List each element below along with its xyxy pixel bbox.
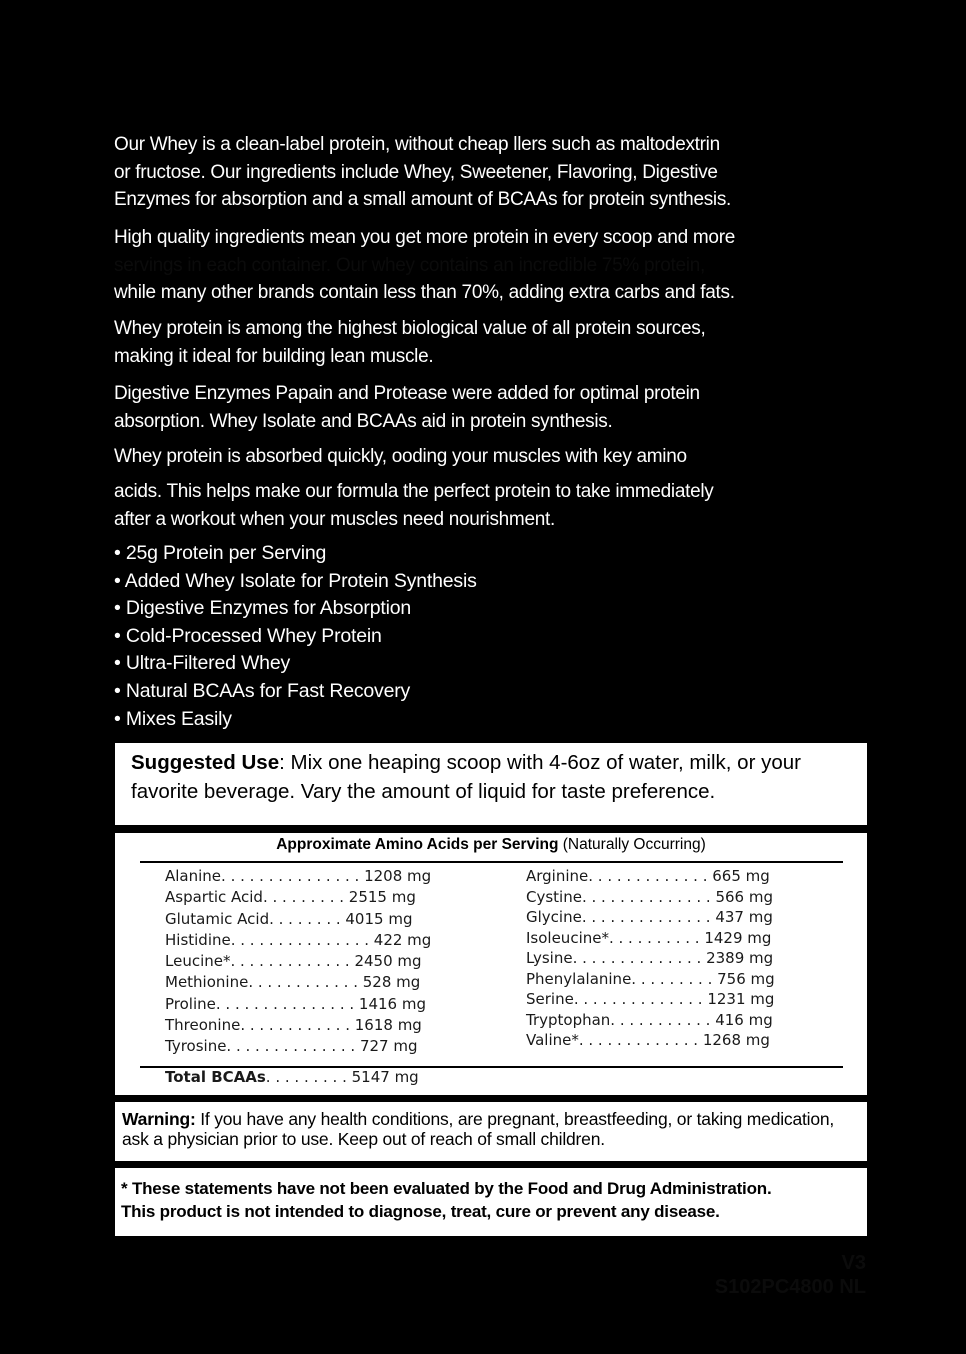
amino-table-title: [115, 836, 867, 854]
amino-row: Methionine. . . . . . . . . . . . 528 mg: [165, 973, 421, 992]
amino-title-note: (Naturally Occurring): [562, 836, 706, 853]
feature-item: • Cold-Processed Whey Protein: [114, 623, 477, 651]
total-bcaas-value: . . . . . . . . . 5147 mg: [265, 1068, 419, 1086]
intro-paragraph-4: [114, 380, 874, 435]
version-code: V3: [841, 1252, 866, 1274]
intro-paragraph-1: [114, 131, 874, 214]
feature-list: [114, 540, 477, 733]
warning-text: If you have any health conditions, are pregnant, breastfeeding, or taking medication, ask a physician prior to use. Keep out of reach of small children.: [122, 1109, 835, 1149]
amino-row: Leucine*. . . . . . . . . . . . . 2450 mg: [165, 952, 422, 971]
intro-line: High quality ingredients mean you get more protein in every scoop and more: [114, 227, 735, 248]
feature-item: • Added Whey Isolate for Protein Synthesis: [114, 568, 477, 596]
amino-row: Tryptophan. . . . . . . . . . . 416 mg: [526, 1010, 773, 1029]
amino-row: Histidine. . . . . . . . . . . . . . . 422 mg: [165, 930, 432, 949]
warning-box: [115, 1102, 867, 1161]
amino-title-bold: Approximate Amino Acids per Serving: [276, 836, 559, 853]
top-divider: [140, 861, 843, 863]
amino-row: Serine. . . . . . . . . . . . . . 1231 mg: [526, 990, 775, 1008]
feature-item: • Digestive Enzymes for Absorption: [114, 595, 477, 623]
amino-row: Tyrosine. . . . . . . . . . . . . . 727 mg: [165, 1037, 418, 1056]
suggested-use-label: Suggested Use: [131, 751, 280, 774]
intro-line: Enzymes for absorption and a small amount of BCAAs for protein synthesis.: [114, 189, 732, 210]
amino-row: Glutamic Acid. . . . . . . . 4015 mg: [165, 909, 413, 928]
amino-row: Glycine. . . . . . . . . . . . . . 437 mg: [526, 908, 773, 926]
total-bcaas-label: Total BCAAs: [165, 1068, 266, 1086]
feature-item: • Natural BCAAs for Fast Recovery: [114, 678, 477, 706]
intro-line: Our Whey is a clean-label protein, without cheap llers such as maltodextrin: [114, 134, 720, 155]
intro-paragraph-3: [114, 315, 874, 370]
intro-line: acids. This helps make our formula the perfect protein to take immediately: [114, 481, 714, 502]
feature-item: • Mixes Easily: [114, 706, 477, 734]
fda-disclaimer-box: [115, 1168, 867, 1236]
intro-line-hidden: servings in each container. Our whey contains an incredible 75% protein,: [114, 254, 705, 276]
intro-line: Whey protein is among the highest biological value of all protein sources,: [114, 318, 706, 339]
product-code: S102PC4800 NL: [714, 1276, 866, 1298]
amino-acid-table: [115, 833, 867, 1095]
intro-line: absorption. Whey Isolate and BCAAs aid in protein synthesis.: [114, 410, 613, 432]
intro-line: after a workout when your muscles need nourishment.: [114, 508, 555, 530]
intro-line: Digestive Enzymes Papain and Protease were added for optimal protein: [114, 383, 700, 404]
amino-row: Isoleucine*. . . . . . . . . . 1429 mg: [526, 928, 772, 947]
amino-row: Alanine. . . . . . . . . . . . . . . 1208 mg: [165, 867, 432, 885]
feature-item: • Ultra-Filtered Whey: [114, 650, 477, 678]
amino-row: Threonine. . . . . . . . . . . . 1618 mg: [165, 1016, 422, 1035]
intro-paragraph-5: [114, 443, 874, 471]
amino-row: Aspartic Acid. . . . . . . . . 2515 mg: [165, 888, 416, 907]
amino-row: Proline. . . . . . . . . . . . . . . 1416 mg: [165, 994, 426, 1013]
intro-paragraph-6: [114, 478, 874, 533]
fda-line-2: This product is not intended to diagnose, treat, cure or prevent any disease.: [121, 1202, 720, 1221]
intro-line: or fructose. Our ingredients include Whey, Sweetener, Flavoring, Digestive: [114, 161, 718, 183]
amino-column-right: [526, 866, 775, 1051]
suggested-use-box: [115, 743, 867, 825]
amino-row: Arginine. . . . . . . . . . . . . 665 mg: [526, 867, 770, 885]
amino-column-left: [165, 866, 431, 1058]
feature-item: • 25g Protein per Serving: [114, 540, 477, 568]
warning-label: Warning:: [122, 1109, 196, 1129]
intro-line: Whey protein is absorbed quickly, ooding your muscles with key amino: [114, 446, 687, 467]
amino-row: Cystine. . . . . . . . . . . . . . 566 mg: [526, 887, 773, 906]
intro-line: making it ideal for building lean muscle.: [114, 345, 434, 367]
suggested-use-text: : Mix one heaping scoop with 4-6oz of water, milk, or your favorite beverage. Vary the amount of liquid for taste preference.: [131, 751, 801, 803]
fda-line-1: * These statements have not been evaluated by the Food and Drug Administration.: [121, 1179, 772, 1198]
intro-line: while many other brands contain less than 70%, adding extra carbs and fats.: [114, 282, 735, 303]
total-bcaas: [165, 1068, 419, 1086]
amino-row: Lysine. . . . . . . . . . . . . . 2389 mg: [526, 949, 774, 967]
intro-paragraph-2: [114, 224, 874, 307]
amino-row: Phenylalanine. . . . . . . . . 756 mg: [526, 969, 775, 988]
amino-row: Valine*. . . . . . . . . . . . . 1268 mg: [526, 1031, 770, 1049]
